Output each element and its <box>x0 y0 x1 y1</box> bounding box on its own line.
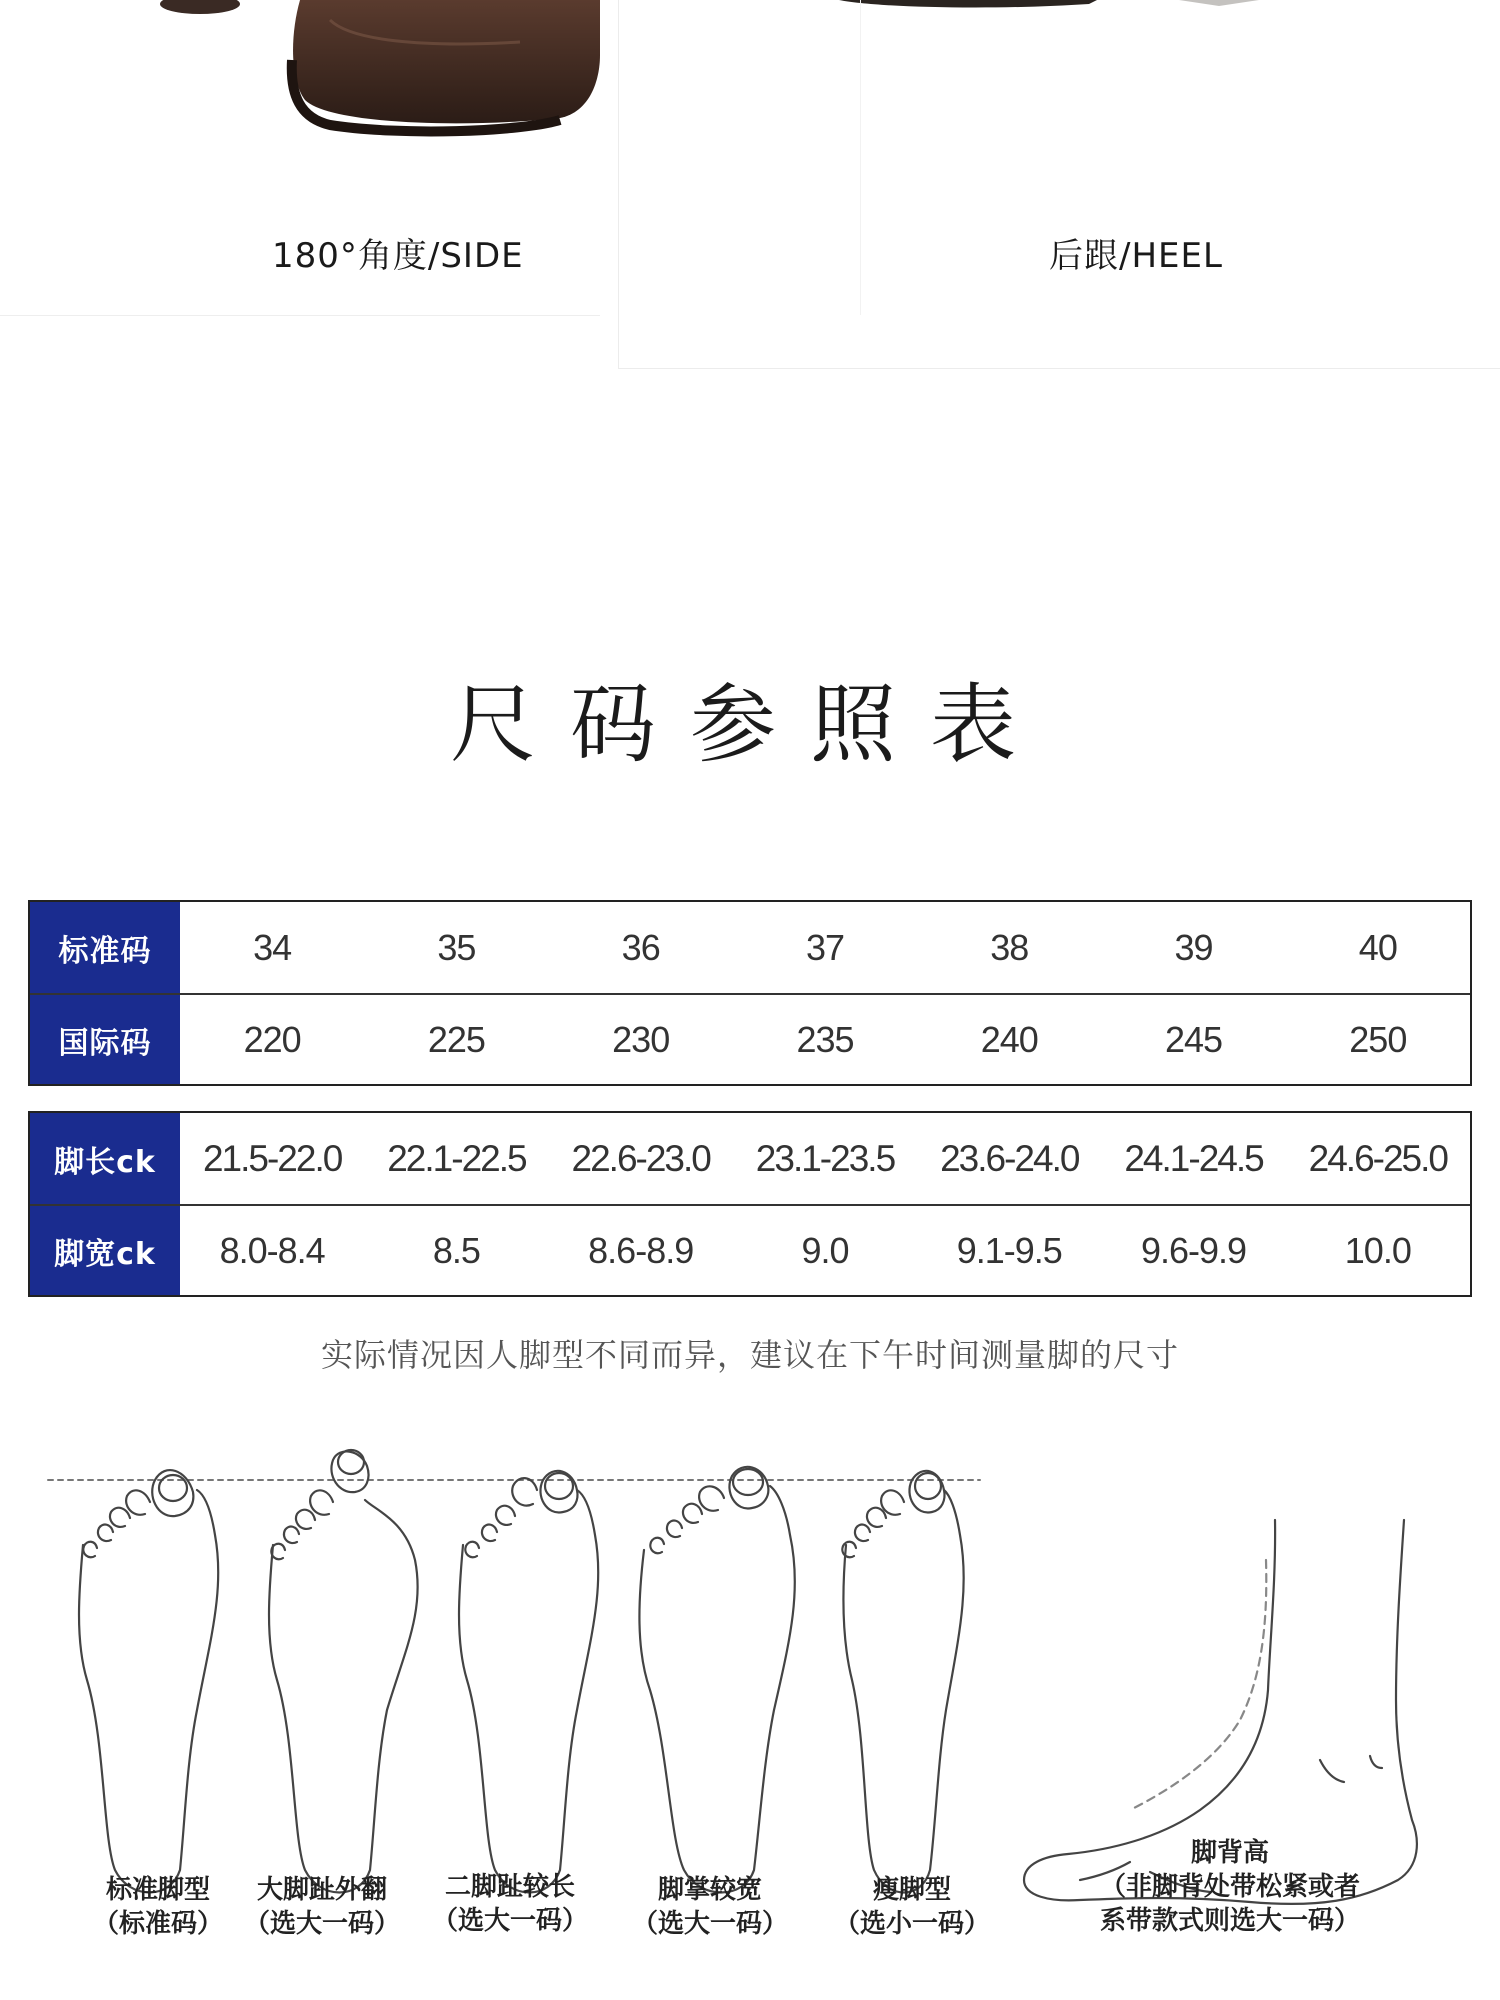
table-cell: 39 <box>1174 926 1213 968</box>
foot-type-label <box>222 1873 422 1941</box>
side-caption: 180°角度/SIDE <box>272 236 524 276</box>
foot-type-advice: （选小一码） <box>833 1909 990 1939</box>
shoe-heel-photo <box>619 0 1500 20</box>
table-cell: 37 <box>805 926 844 968</box>
table-cell: 230 <box>612 1018 670 1060</box>
table-row <box>30 1113 1470 1204</box>
table-cell: 36 <box>621 926 660 968</box>
row-header: 脚长ck <box>30 1113 180 1204</box>
table-cell: 8.5 <box>432 1229 480 1271</box>
table-cell: 250 <box>1349 1018 1407 1060</box>
heel-caption: 后跟/HEEL <box>1049 236 1223 276</box>
table-cell: 8.0-8.4 <box>219 1229 325 1271</box>
table-cell: 9.6-9.9 <box>1141 1229 1247 1271</box>
table-row <box>30 1204 1470 1295</box>
foot-wide-icon <box>639 1467 794 1893</box>
foot-standard-icon <box>79 1470 218 1892</box>
table-cell: 35 <box>437 926 476 968</box>
foot-type-advice: （标准码） <box>92 1909 223 1939</box>
table-row <box>30 902 1470 993</box>
foot-type-name: 脚掌较宽 <box>657 1875 762 1905</box>
table-cell: 245 <box>1165 1018 1223 1060</box>
table-cell: 23.6-24.0 <box>940 1137 1079 1179</box>
row-header: 国际码 <box>30 995 180 1084</box>
table-cell: 40 <box>1358 926 1397 968</box>
row-header: 脚宽ck <box>30 1206 180 1295</box>
table-cell: 235 <box>796 1018 854 1060</box>
table-row <box>30 993 1470 1084</box>
instep-label <box>1060 1836 1400 1938</box>
side-view-panel <box>0 0 600 316</box>
measurement-note: 实际情况因人脚型不同而异，建议在下午时间测量脚的尺寸 <box>320 1336 1179 1374</box>
table-cell: 24.1-24.5 <box>1124 1137 1263 1179</box>
foot-type-advice: （选大一码） <box>243 1909 400 1939</box>
table-cell: 9.0 <box>801 1229 849 1271</box>
foot-type-name: 二脚趾较长 <box>444 1872 575 1902</box>
row-header: 标准码 <box>30 902 180 993</box>
foot-type-label <box>610 1873 810 1941</box>
instep-advice: （非脚背处带松紧或者 <box>1099 1872 1360 1902</box>
foot-type-name: 大脚趾外翻 <box>256 1875 387 1905</box>
table-cell: 220 <box>243 1018 301 1060</box>
shoe-side-photo <box>0 0 600 140</box>
table-cell: 23.1-23.5 <box>755 1137 895 1179</box>
table-cell: 10.0 <box>1344 1229 1411 1271</box>
foot-type-advice: （选大一码） <box>631 1909 788 1939</box>
size-table-foot-measure <box>28 1111 1472 1297</box>
foot-type-name: 标准脚型 <box>105 1875 210 1905</box>
foot-bunion-icon <box>269 1450 418 1893</box>
size-table-standard <box>28 900 1472 1086</box>
table-cell: 240 <box>980 1018 1038 1060</box>
foot-type-label <box>410 1870 610 1938</box>
table-cell: 8.6-8.9 <box>588 1229 694 1271</box>
table-cell: 34 <box>253 926 292 968</box>
foot-slim-icon <box>842 1471 963 1893</box>
instep-advice: 系带款式则选大一码） <box>1099 1906 1360 1936</box>
table-cell: 225 <box>427 1018 485 1060</box>
foot-type-label <box>812 1873 1012 1941</box>
table-cell: 24.6-25.0 <box>1308 1137 1447 1179</box>
page-title: 尺码参照表 <box>450 675 1050 775</box>
instep-name: 脚背高 <box>1190 1838 1269 1868</box>
heel-view-panel <box>618 0 1500 369</box>
table-cell: 38 <box>990 926 1029 968</box>
foot-type-name: 瘦脚型 <box>872 1875 951 1905</box>
foot-type-advice: （选大一码） <box>431 1906 588 1936</box>
table-cell: 21.5-22.0 <box>202 1137 342 1179</box>
table-cell: 9.1-9.5 <box>956 1229 1062 1271</box>
table-cell: 22.1-22.5 <box>387 1137 526 1179</box>
foot-long-second-toe-icon <box>459 1471 598 1893</box>
panel-divider <box>860 0 861 315</box>
table-cell: 22.6-23.0 <box>571 1137 710 1179</box>
